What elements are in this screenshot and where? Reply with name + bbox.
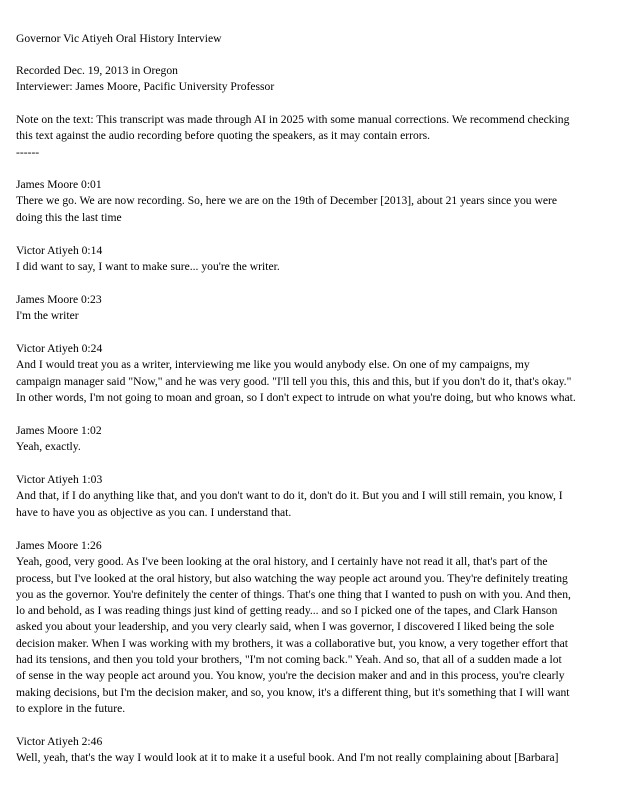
utterance-line: have to have you as objective as you can. I understand that.: [16, 505, 292, 519]
utterance-line: process, but I've looked at the oral history, but also watching the way people act around you. They're definitely treating: [16, 571, 568, 585]
document-title: [16, 31, 612, 47]
recording-info: [16, 63, 612, 96]
transcript-entry: [16, 472, 612, 521]
transcript-entry: [16, 734, 612, 767]
utterance-line: campaign manager said "Now," and he was very good. "I'll tell you this, this and this, but if you don't do it, that's okay.": [16, 374, 572, 388]
separator-text: ------: [16, 146, 40, 159]
note-line: Note on the text: This transcript was made through AI in 2025 with some manual corrections. We recommend checking: [16, 113, 570, 126]
utterance-line: decision maker. When I was working with my brothers, it was a collaborative but, you know, a very together effort that: [16, 636, 568, 650]
utterance-line: doing this the last time: [16, 210, 122, 224]
utterance-line: Yeah, exactly.: [16, 440, 81, 454]
speaker-timestamp: Victor Atiyeh 1:03: [16, 473, 103, 486]
recorded-date: Recorded Dec. 19, 2013 in Oregon: [16, 64, 178, 77]
transcript-entry: [16, 341, 612, 406]
utterance-line: And that, if I do anything like that, and you don't want to do it, don't do it. But you and I will still remain, you know, I: [16, 489, 563, 503]
speaker-timestamp: Victor Atiyeh 0:24: [16, 342, 103, 355]
transcript-entry: [16, 243, 612, 276]
speaker-timestamp: James Moore 1:26: [16, 539, 102, 552]
utterance-line: In other words, I'm not going to moan and groan, so I don't expect to intrude on what you're doing, but who knows what.: [16, 390, 576, 404]
utterance-line: There we go. We are now recording. So, here we are on the 19th of December [2013], about 21 years since you were: [16, 194, 557, 208]
transcript-entry: [16, 292, 612, 325]
utterance-line: had its tensions, and then you told your brothers, "I'm not coming back." Yeah. And so, that all of a sudden made a lot: [16, 653, 562, 667]
utterance-line: making decisions, but I'm the decision maker, and so, you know, it's a different thing, but it's something that I will want: [16, 685, 570, 699]
utterance-line: Yeah, good, very good. As I've been looking at the oral history, and I certainly have not read it all, that's part of the: [16, 555, 548, 569]
title-text: Governor Vic Atiyeh Oral History Interview: [16, 32, 222, 45]
speaker-timestamp: Victor Atiyeh 2:46: [16, 735, 103, 748]
utterance-line: you as the governor. You're definitely the center of things. That's one thing that I wanted to push on with you. And then,: [16, 587, 571, 601]
speaker-timestamp: James Moore 1:02: [16, 424, 102, 437]
note-line: this text against the audio recording before quoting the speakers, as it may contain errors.: [16, 129, 431, 143]
transcript-entry: [16, 423, 612, 456]
utterance-line: asked you about your leadership, and you very clearly said, when I was governor, I discovered I liked being the sole: [16, 620, 555, 634]
speaker-timestamp: James Moore 0:23: [16, 293, 102, 306]
utterance-line: lo and behold, as I was reading things just kind of getting ready... and so I picked one of the tapes, and Clark Hanson: [16, 604, 558, 618]
note-on-text: [16, 112, 612, 145]
speaker-timestamp: Victor Atiyeh 0:14: [16, 244, 103, 257]
utterance-line: I did want to say, I want to make sure... you're the writer.: [16, 260, 280, 274]
separator: [16, 145, 612, 161]
utterance-line: And I would treat you as a writer, interviewing me like you would anybody else. On one of my campaigns, my: [16, 358, 530, 372]
transcript-entry: [16, 177, 612, 226]
utterance-line: Well, yeah, that's the way I would look at it to make it a useful book. And I'm not really complaining about [Barbara]: [16, 751, 559, 765]
speaker-timestamp: James Moore 0:01: [16, 178, 102, 191]
transcript-entry: [16, 538, 612, 717]
interviewer-line: Interviewer: James Moore, Pacific University Professor: [16, 80, 275, 94]
utterance-line: to explore in the future.: [16, 701, 126, 715]
utterance-line: of sense in the way people act around you. You know, you're the decision maker and and in this process, you're clearly: [16, 669, 565, 683]
utterance-line: I'm the writer: [16, 309, 79, 323]
